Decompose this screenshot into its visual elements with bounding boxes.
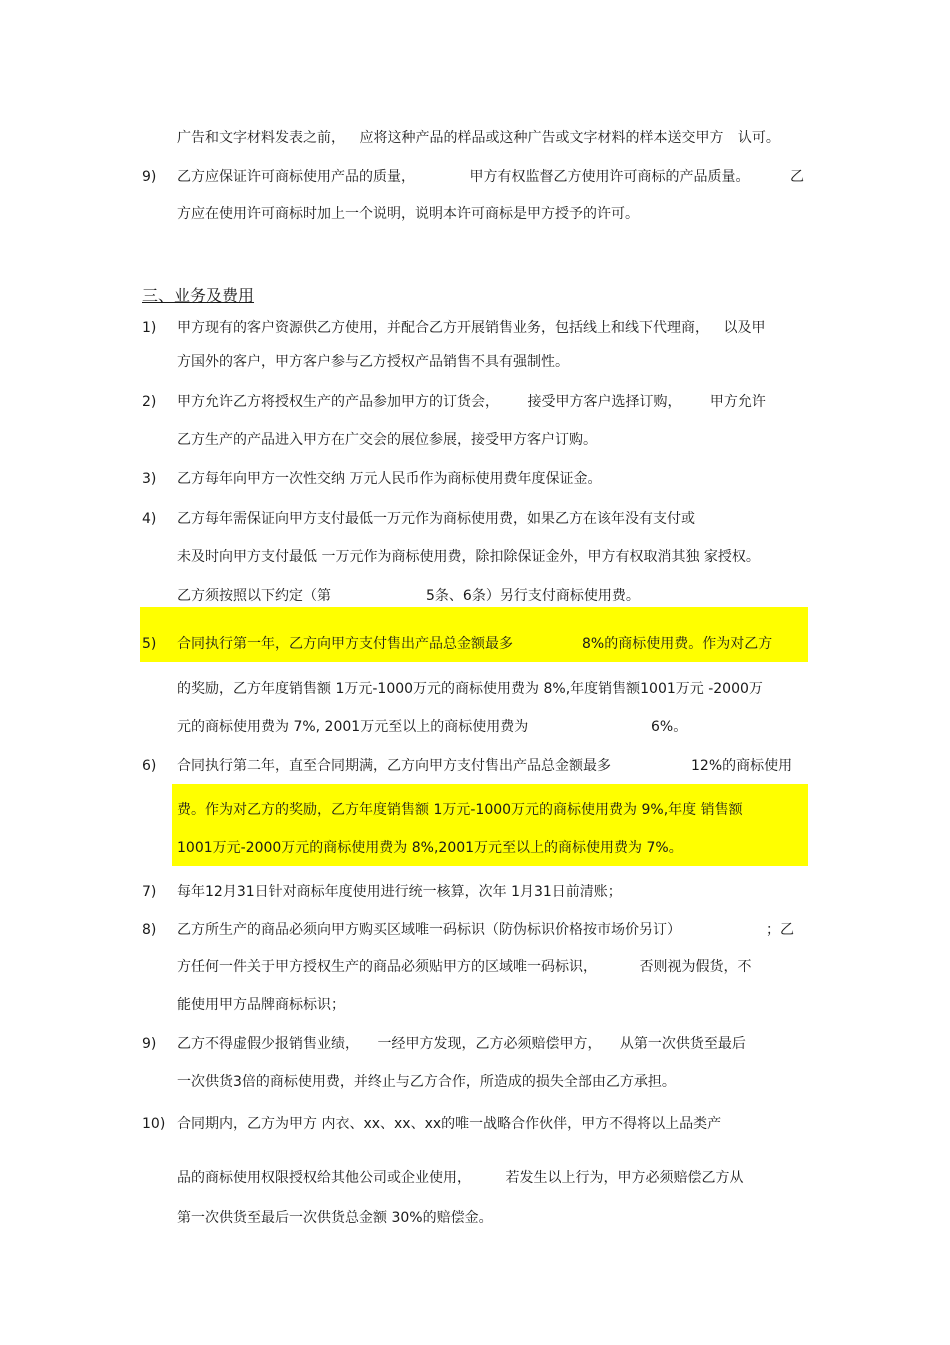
text-line: 乙 [790, 169, 804, 185]
text-line: 每年12月31日针对商标年度使用进行统一核算，次年 1月31日前清账； [177, 884, 622, 900]
text-line: 能使用甲方品牌商标标识； [177, 997, 345, 1013]
section-title: 三、业务及费用 [142, 286, 255, 305]
list-number: 8) [142, 922, 157, 938]
text-line: 方任何一件关于甲方授权生产的商品必须贴甲方的区域唯一码标识， 否则视为假货，不 [177, 959, 752, 975]
text-line: 未及时向甲方支付最低 一万元作为商标使用费，除扣除保证金外，甲方有权取消其独 家授权。 [177, 549, 760, 565]
list-number: 7) [142, 884, 157, 900]
text-line: 方应在使用许可商标时加上一个说明，说明本许可商标是甲方授予的许可。 [177, 206, 639, 222]
text-line: 元的商标使用费为 7%, 2001万元至以上的商标使用费为 [177, 719, 529, 735]
text-line: 6%。 [651, 719, 688, 735]
text-line: 乙方应保证许可商标使用产品的质量， 甲方有权监督乙方使用许可商标的产品质量。 [177, 169, 750, 185]
list-number: 9) [142, 1036, 157, 1052]
text-line: 12%的商标使用 [691, 758, 793, 774]
text-line: 8%的商标使用费。作为对乙方 [582, 636, 773, 652]
list-number: 1) [142, 320, 157, 336]
text-line: 甲方现有的客户资源供乙方使用，并配合乙方开展销售业务，包括线上和线下代理商， 以及甲 [177, 320, 766, 336]
text-line: 合同执行第二年，直至合同期满，乙方向甲方支付售出产品总金额最多 [177, 758, 611, 774]
text-line: 1001万元-2000万元的商标使用费为 8%,2001万元至以上的商标使用费为 7%。 [177, 840, 683, 856]
list-number: 6) [142, 758, 157, 774]
text-line: 第一次供货至最后一次供货总金额 30%的赔偿金。 [177, 1210, 493, 1226]
text-line: ；乙 [766, 922, 794, 938]
list-number: 2) [142, 394, 157, 410]
text-line: 费。作为对乙方的奖励，乙方年度销售额 1万元-1000万元的商标使用费为 9%,年度 销售额 [177, 802, 743, 818]
text-line: 乙方须按照以下约定（第 [177, 588, 331, 604]
text-line: 乙方生产的产品进入甲方在广交会的展位参展，接受甲方客户订购。 [177, 432, 597, 448]
text-line: 5条、6条）另行支付商标使用费。 [426, 588, 640, 604]
text-line: 广告和文字材料发表之前， 应将这种产品的样品或这种广告或文字材料的样本送交甲方 认可。 [177, 130, 780, 146]
text-line: 乙方所生产的商品必须向甲方购买区域唯一码标识（防伪标识价格按市场价另订） [177, 922, 681, 938]
text-line: 合同期内，乙方为甲方 内衣、xx、xx、xx的唯一战略合作伙伴，甲方不得将以上品类产 [177, 1116, 722, 1132]
text-line: 方国外的客户，甲方客户参与乙方授权产品销售不具有强制性。 [177, 354, 569, 370]
list-number: 5) [142, 636, 157, 652]
text-line: 品的商标使用权限授权给其他公司或企业使用， 若发生以上行为，甲方必须赔偿乙方从 [177, 1170, 744, 1186]
text-line: 的奖励，乙方年度销售额 1万元-1000万元的商标使用费为 8%,年度销售额1001万元 -2000万 [177, 681, 763, 697]
list-number: 4) [142, 511, 157, 527]
list-number: 3) [142, 471, 157, 487]
text-line: 乙方每年向甲方一次性交纳 万元人民币作为商标使用费年度保证金。 [177, 471, 602, 487]
text-line: 一次供货3倍的商标使用费，并终止与乙方合作，所造成的损失全部由乙方承担。 [177, 1074, 676, 1090]
text-line: 甲方允许乙方将授权生产的产品参加甲方的订货会， 接受甲方客户选择订购， 甲方允许 [177, 394, 766, 410]
list-number: 10) [142, 1116, 166, 1132]
list-number: 9) [142, 169, 157, 185]
text-line: 合同执行第一年，乙方向甲方支付售出产品总金额最多 [177, 636, 513, 652]
text-line: 乙方每年需保证向甲方支付最低一万元作为商标使用费，如果乙方在该年没有支付或 [177, 511, 695, 527]
text-line: 乙方不得虚假少报销售业绩， 一经甲方发现，乙方必须赔偿甲方， 从第一次供货至最后 [177, 1036, 746, 1052]
